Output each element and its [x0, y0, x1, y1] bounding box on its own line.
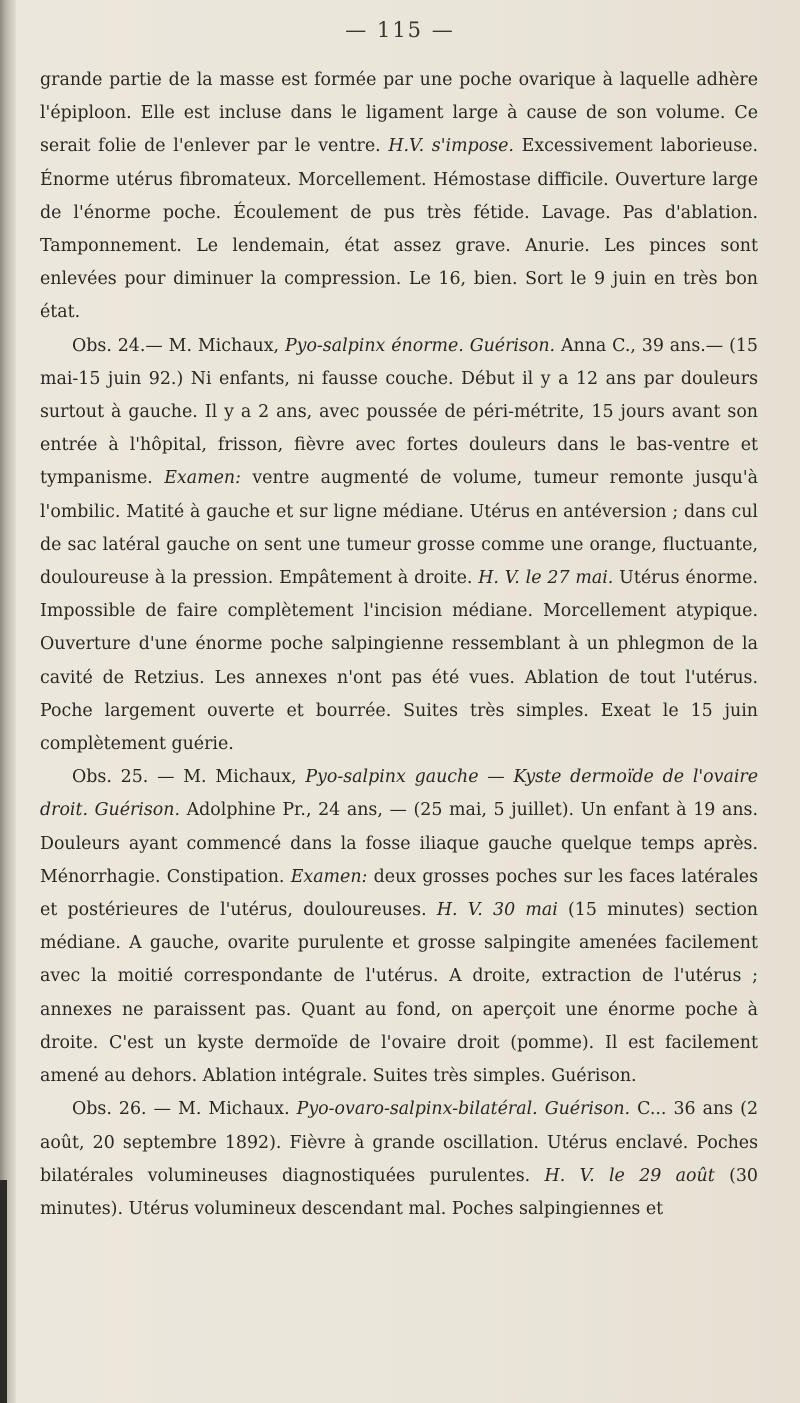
italic-text: Pyo-ovaro-salpinx-bilatéral. Guérison.	[296, 1099, 631, 1120]
italic-text: Examen:	[290, 866, 368, 887]
text-run: Obs. 26. — M. Michaux.	[72, 1099, 297, 1120]
paragraph	[40, 761, 758, 1093]
text-run: ventre augmenté de volume, tumeur remonte jusqu'à l'ombilic. Matité à gauche et sur ligne médiane. Utérus en antéversion ; dans cul de sac latéral gauche on sent une tumeur grosse comme une orange, fluctuante, douloureuse à la pression. Empâtement à droite.	[40, 468, 758, 589]
body-text	[40, 64, 758, 1226]
italic-text: H. V. le 27 mai.	[478, 568, 614, 589]
text-run: (15 minutes) section médiane. A gauche, ovarite purulente et grosse salpingite amenées facilement avec la moitié correspondante de l'utérus. A droite, extraction de l'utérus ; annexes ne paraissent pas. Quant au fond, on aperçoit une énorme poche à droite. C'est un kyste dermoïde de l'ovaire droit (pomme). Il est facilement amené au dehors. Ablation intégrale. Suites très simples. Guérison.	[40, 900, 758, 1087]
text-run: Anna C., 39 ans.— (15 mai-15 juin 92.) Ni enfants, ni fausse couche. Début il y a 12 ans par douleurs surtout à gauche. Il y a 2 ans, avec poussée de péri-métrite, 15 jours avant son entrée à l'hôpital, frisson, fièvre avec fortes douleurs dans le bas-ventre et tympanisme.	[40, 335, 758, 489]
paragraph	[40, 330, 758, 762]
text-run: grande partie de la masse est formée par une poche ovarique à laquelle adhère l'épiploon. Elle est incluse dans le ligament large à cause de son volume. Ce serait folie de l'enlever par le ventre.	[40, 70, 758, 157]
text-run: Excessivement laborieuse. Énorme utérus fibromateux. Morcellement. Hémostase difficile. Ouverture large de l'énorme poche. Écoulement de pus très fétide. Lavage. Pas d'ablation. Tamponnement. Le lendemain, état assez grave. Anurie. Les pinces sont enlevées pour diminuer la compression. Le 16, bien. Sort le 9 juin en très bon état.	[40, 136, 759, 323]
italic-text: Examen:	[164, 468, 241, 489]
italic-text: H.V. s'impose.	[388, 136, 514, 157]
paragraph	[40, 64, 758, 330]
text-run: Adolphine Pr., 24 ans, — (25 mai, 5 juillet). Un enfant à 19 ans. Douleurs ayant commencé dans la fosse iliaque gauche quelque temps après. Ménorrhagie. Constipation.	[40, 800, 758, 887]
page-number: — 115 —	[345, 18, 455, 42]
italic-text: Pyo-salpinx énorme. Guérison.	[284, 335, 556, 356]
italic-text: H. V. le 29 août	[544, 1165, 715, 1186]
text-run: Obs. 24.— M. Michaux,	[72, 335, 285, 356]
text-run: C... 36 ans (2 août, 20 septembre 1892). Fièvre à grande oscillation. Utérus enclavé. Poches bilatérales volumineuses diagnostiquées purulentes.	[40, 1099, 759, 1186]
text-run: Obs. 25. — M. Michaux,	[72, 767, 306, 788]
italic-text: H. V. 30 mai	[436, 900, 558, 921]
text-run: Utérus énorme. Impossible de faire complètement l'incision médiane. Morcellement atypique. Ouverture d'une énorme poche salpingienne ressemblant à un phlegmon de la cavité de Retzius. Les annexes n'ont pas été vues. Ablation de tout l'utérus. Poche largement ouverte et bourrée. Suites très simples. Exeat le 15 juin complètement guérie.	[40, 568, 758, 755]
text-run: (30 minutes). Utérus volumineux descendant mal. Poches salpingiennes et	[40, 1165, 758, 1219]
italic-text: Pyo-salpinx gauche — Kyste dermoïde de l'ovaire droit. Guérison.	[40, 767, 758, 821]
binding-edge	[0, 1180, 7, 1403]
text-run: deux grosses poches sur les faces latérales et postérieures de l'utérus, douloureuses.	[40, 866, 758, 921]
paragraph	[40, 1093, 758, 1226]
